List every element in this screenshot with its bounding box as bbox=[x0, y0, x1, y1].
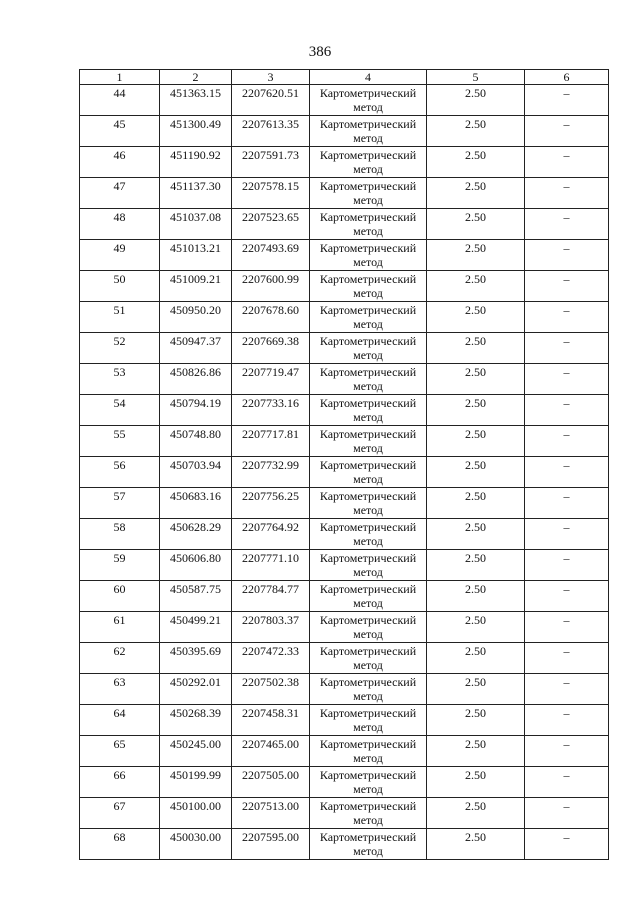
cell-note: – bbox=[525, 798, 609, 829]
table-row bbox=[80, 612, 609, 643]
coordinates-table bbox=[79, 69, 609, 860]
cell-y-coordinate: 2207669.38 bbox=[232, 333, 310, 364]
cell-x-coordinate: 451137.30 bbox=[160, 178, 232, 209]
cell-x-coordinate: 451190.92 bbox=[160, 147, 232, 178]
cell-method: Картометрический метод bbox=[310, 767, 427, 798]
cell-accuracy: 2.50 bbox=[427, 395, 525, 426]
cell-note: – bbox=[525, 550, 609, 581]
cell-y-coordinate: 2207613.35 bbox=[232, 116, 310, 147]
cell-accuracy: 2.50 bbox=[427, 85, 525, 116]
cell-accuracy: 2.50 bbox=[427, 147, 525, 178]
cell-y-coordinate: 2207591.73 bbox=[232, 147, 310, 178]
cell-y-coordinate: 2207502.38 bbox=[232, 674, 310, 705]
cell-point-number: 51 bbox=[80, 302, 160, 333]
cell-point-number: 56 bbox=[80, 457, 160, 488]
cell-point-number: 66 bbox=[80, 767, 160, 798]
cell-x-coordinate: 450245.00 bbox=[160, 736, 232, 767]
cell-point-number: 64 bbox=[80, 705, 160, 736]
cell-accuracy: 2.50 bbox=[427, 581, 525, 612]
cell-y-coordinate: 2207756.25 bbox=[232, 488, 310, 519]
cell-x-coordinate: 451363.15 bbox=[160, 85, 232, 116]
cell-x-coordinate: 450703.94 bbox=[160, 457, 232, 488]
table-row bbox=[80, 426, 609, 457]
cell-point-number: 65 bbox=[80, 736, 160, 767]
table-row bbox=[80, 85, 609, 116]
cell-point-number: 53 bbox=[80, 364, 160, 395]
cell-method: Картометрический метод bbox=[310, 736, 427, 767]
cell-method: Картометрический метод bbox=[310, 240, 427, 271]
cell-y-coordinate: 2207578.15 bbox=[232, 178, 310, 209]
cell-accuracy: 2.50 bbox=[427, 364, 525, 395]
cell-y-coordinate: 2207733.16 bbox=[232, 395, 310, 426]
cell-y-coordinate: 2207764.92 bbox=[232, 519, 310, 550]
cell-method: Картометрический метод bbox=[310, 674, 427, 705]
cell-method: Картометрический метод bbox=[310, 395, 427, 426]
cell-x-coordinate: 450794.19 bbox=[160, 395, 232, 426]
cell-point-number: 49 bbox=[80, 240, 160, 271]
column-header-5: 5 bbox=[427, 70, 525, 85]
cell-note: – bbox=[525, 209, 609, 240]
table-row bbox=[80, 302, 609, 333]
cell-method: Картометрический метод bbox=[310, 271, 427, 302]
cell-point-number: 58 bbox=[80, 519, 160, 550]
cell-x-coordinate: 450395.69 bbox=[160, 643, 232, 674]
cell-note: – bbox=[525, 302, 609, 333]
cell-x-coordinate: 450499.21 bbox=[160, 612, 232, 643]
cell-y-coordinate: 2207505.00 bbox=[232, 767, 310, 798]
cell-method: Картометрический метод bbox=[310, 178, 427, 209]
cell-y-coordinate: 2207458.31 bbox=[232, 705, 310, 736]
cell-accuracy: 2.50 bbox=[427, 550, 525, 581]
cell-note: – bbox=[525, 643, 609, 674]
cell-point-number: 57 bbox=[80, 488, 160, 519]
cell-x-coordinate: 451013.21 bbox=[160, 240, 232, 271]
cell-accuracy: 2.50 bbox=[427, 302, 525, 333]
cell-note: – bbox=[525, 85, 609, 116]
cell-point-number: 50 bbox=[80, 271, 160, 302]
cell-y-coordinate: 2207472.33 bbox=[232, 643, 310, 674]
cell-y-coordinate: 2207523.65 bbox=[232, 209, 310, 240]
table-row bbox=[80, 333, 609, 364]
cell-point-number: 48 bbox=[80, 209, 160, 240]
table-row bbox=[80, 240, 609, 271]
cell-accuracy: 2.50 bbox=[427, 612, 525, 643]
table-body bbox=[80, 85, 609, 860]
cell-point-number: 68 bbox=[80, 829, 160, 860]
cell-method: Картометрический метод bbox=[310, 333, 427, 364]
cell-method: Картометрический метод bbox=[310, 612, 427, 643]
column-header-2: 2 bbox=[160, 70, 232, 85]
cell-y-coordinate: 2207678.60 bbox=[232, 302, 310, 333]
cell-accuracy: 2.50 bbox=[427, 643, 525, 674]
table-row bbox=[80, 178, 609, 209]
cell-x-coordinate: 450950.20 bbox=[160, 302, 232, 333]
column-header-6: 6 bbox=[525, 70, 609, 85]
cell-y-coordinate: 2207620.51 bbox=[232, 85, 310, 116]
cell-accuracy: 2.50 bbox=[427, 116, 525, 147]
cell-method: Картометрический метод bbox=[310, 426, 427, 457]
cell-point-number: 59 bbox=[80, 550, 160, 581]
cell-point-number: 47 bbox=[80, 178, 160, 209]
cell-accuracy: 2.50 bbox=[427, 209, 525, 240]
cell-note: – bbox=[525, 240, 609, 271]
cell-y-coordinate: 2207465.00 bbox=[232, 736, 310, 767]
column-header-4: 4 bbox=[310, 70, 427, 85]
cell-y-coordinate: 2207595.00 bbox=[232, 829, 310, 860]
cell-y-coordinate: 2207803.37 bbox=[232, 612, 310, 643]
cell-point-number: 67 bbox=[80, 798, 160, 829]
cell-x-coordinate: 450100.00 bbox=[160, 798, 232, 829]
cell-note: – bbox=[525, 178, 609, 209]
cell-point-number: 54 bbox=[80, 395, 160, 426]
cell-accuracy: 2.50 bbox=[427, 271, 525, 302]
cell-method: Картометрический метод bbox=[310, 798, 427, 829]
cell-x-coordinate: 451037.08 bbox=[160, 209, 232, 240]
cell-accuracy: 2.50 bbox=[427, 457, 525, 488]
table-row bbox=[80, 271, 609, 302]
table-row bbox=[80, 395, 609, 426]
cell-note: – bbox=[525, 705, 609, 736]
cell-method: Картометрический метод bbox=[310, 364, 427, 395]
cell-x-coordinate: 450683.16 bbox=[160, 488, 232, 519]
cell-accuracy: 2.50 bbox=[427, 798, 525, 829]
cell-x-coordinate: 450748.80 bbox=[160, 426, 232, 457]
cell-point-number: 55 bbox=[80, 426, 160, 457]
cell-accuracy: 2.50 bbox=[427, 240, 525, 271]
cell-method: Картометрический метод bbox=[310, 829, 427, 860]
cell-method: Картометрический метод bbox=[310, 147, 427, 178]
cell-x-coordinate: 450268.39 bbox=[160, 705, 232, 736]
cell-method: Картометрический метод bbox=[310, 643, 427, 674]
table-row bbox=[80, 736, 609, 767]
cell-y-coordinate: 2207732.99 bbox=[232, 457, 310, 488]
table-row bbox=[80, 519, 609, 550]
cell-method: Картометрический метод bbox=[310, 705, 427, 736]
cell-method: Картометрический метод bbox=[310, 85, 427, 116]
cell-note: – bbox=[525, 519, 609, 550]
table-row bbox=[80, 798, 609, 829]
cell-x-coordinate: 450587.75 bbox=[160, 581, 232, 612]
table-row bbox=[80, 488, 609, 519]
cell-accuracy: 2.50 bbox=[427, 178, 525, 209]
table-row bbox=[80, 147, 609, 178]
cell-point-number: 63 bbox=[80, 674, 160, 705]
cell-note: – bbox=[525, 736, 609, 767]
cell-accuracy: 2.50 bbox=[427, 705, 525, 736]
cell-note: – bbox=[525, 333, 609, 364]
cell-accuracy: 2.50 bbox=[427, 674, 525, 705]
cell-x-coordinate: 450199.99 bbox=[160, 767, 232, 798]
column-header-1: 1 bbox=[80, 70, 160, 85]
cell-method: Картометрический метод bbox=[310, 209, 427, 240]
cell-note: – bbox=[525, 612, 609, 643]
table-row bbox=[80, 209, 609, 240]
cell-note: – bbox=[525, 271, 609, 302]
cell-note: – bbox=[525, 488, 609, 519]
cell-y-coordinate: 2207513.00 bbox=[232, 798, 310, 829]
cell-accuracy: 2.50 bbox=[427, 426, 525, 457]
cell-x-coordinate: 450826.86 bbox=[160, 364, 232, 395]
cell-x-coordinate: 451300.49 bbox=[160, 116, 232, 147]
cell-point-number: 52 bbox=[80, 333, 160, 364]
cell-x-coordinate: 450628.29 bbox=[160, 519, 232, 550]
cell-x-coordinate: 450030.00 bbox=[160, 829, 232, 860]
cell-y-coordinate: 2207493.69 bbox=[232, 240, 310, 271]
cell-accuracy: 2.50 bbox=[427, 736, 525, 767]
cell-note: – bbox=[525, 426, 609, 457]
cell-point-number: 46 bbox=[80, 147, 160, 178]
cell-y-coordinate: 2207717.81 bbox=[232, 426, 310, 457]
table-row bbox=[80, 643, 609, 674]
cell-note: – bbox=[525, 581, 609, 612]
cell-x-coordinate: 450292.01 bbox=[160, 674, 232, 705]
cell-note: – bbox=[525, 395, 609, 426]
cell-point-number: 45 bbox=[80, 116, 160, 147]
page-number: 386 bbox=[308, 44, 332, 60]
cell-method: Картометрический метод bbox=[310, 116, 427, 147]
cell-point-number: 62 bbox=[80, 643, 160, 674]
column-header-3: 3 bbox=[232, 70, 310, 85]
table-header bbox=[80, 70, 609, 85]
table-row bbox=[80, 581, 609, 612]
table-row bbox=[80, 364, 609, 395]
cell-x-coordinate: 450947.37 bbox=[160, 333, 232, 364]
table-row bbox=[80, 550, 609, 581]
cell-point-number: 61 bbox=[80, 612, 160, 643]
cell-x-coordinate: 450606.80 bbox=[160, 550, 232, 581]
cell-note: – bbox=[525, 116, 609, 147]
cell-y-coordinate: 2207771.10 bbox=[232, 550, 310, 581]
table-row bbox=[80, 705, 609, 736]
cell-note: – bbox=[525, 674, 609, 705]
cell-note: – bbox=[525, 457, 609, 488]
cell-accuracy: 2.50 bbox=[427, 767, 525, 798]
cell-note: – bbox=[525, 147, 609, 178]
cell-accuracy: 2.50 bbox=[427, 829, 525, 860]
cell-method: Картометрический метод bbox=[310, 550, 427, 581]
cell-y-coordinate: 2207784.77 bbox=[232, 581, 310, 612]
cell-method: Картометрический метод bbox=[310, 488, 427, 519]
cell-method: Картометрический метод bbox=[310, 519, 427, 550]
table-row bbox=[80, 674, 609, 705]
cell-accuracy: 2.50 bbox=[427, 519, 525, 550]
table-row bbox=[80, 767, 609, 798]
cell-note: – bbox=[525, 767, 609, 798]
cell-point-number: 60 bbox=[80, 581, 160, 612]
cell-note: – bbox=[525, 364, 609, 395]
cell-y-coordinate: 2207719.47 bbox=[232, 364, 310, 395]
cell-accuracy: 2.50 bbox=[427, 488, 525, 519]
table-row bbox=[80, 829, 609, 860]
table-row bbox=[80, 116, 609, 147]
table-row bbox=[80, 457, 609, 488]
cell-method: Картометрический метод bbox=[310, 302, 427, 333]
header-row bbox=[80, 70, 609, 85]
cell-y-coordinate: 2207600.99 bbox=[232, 271, 310, 302]
cell-note: – bbox=[525, 829, 609, 860]
cell-method: Картометрический метод bbox=[310, 581, 427, 612]
cell-point-number: 44 bbox=[80, 85, 160, 116]
cell-accuracy: 2.50 bbox=[427, 333, 525, 364]
cell-x-coordinate: 451009.21 bbox=[160, 271, 232, 302]
cell-method: Картометрический метод bbox=[310, 457, 427, 488]
